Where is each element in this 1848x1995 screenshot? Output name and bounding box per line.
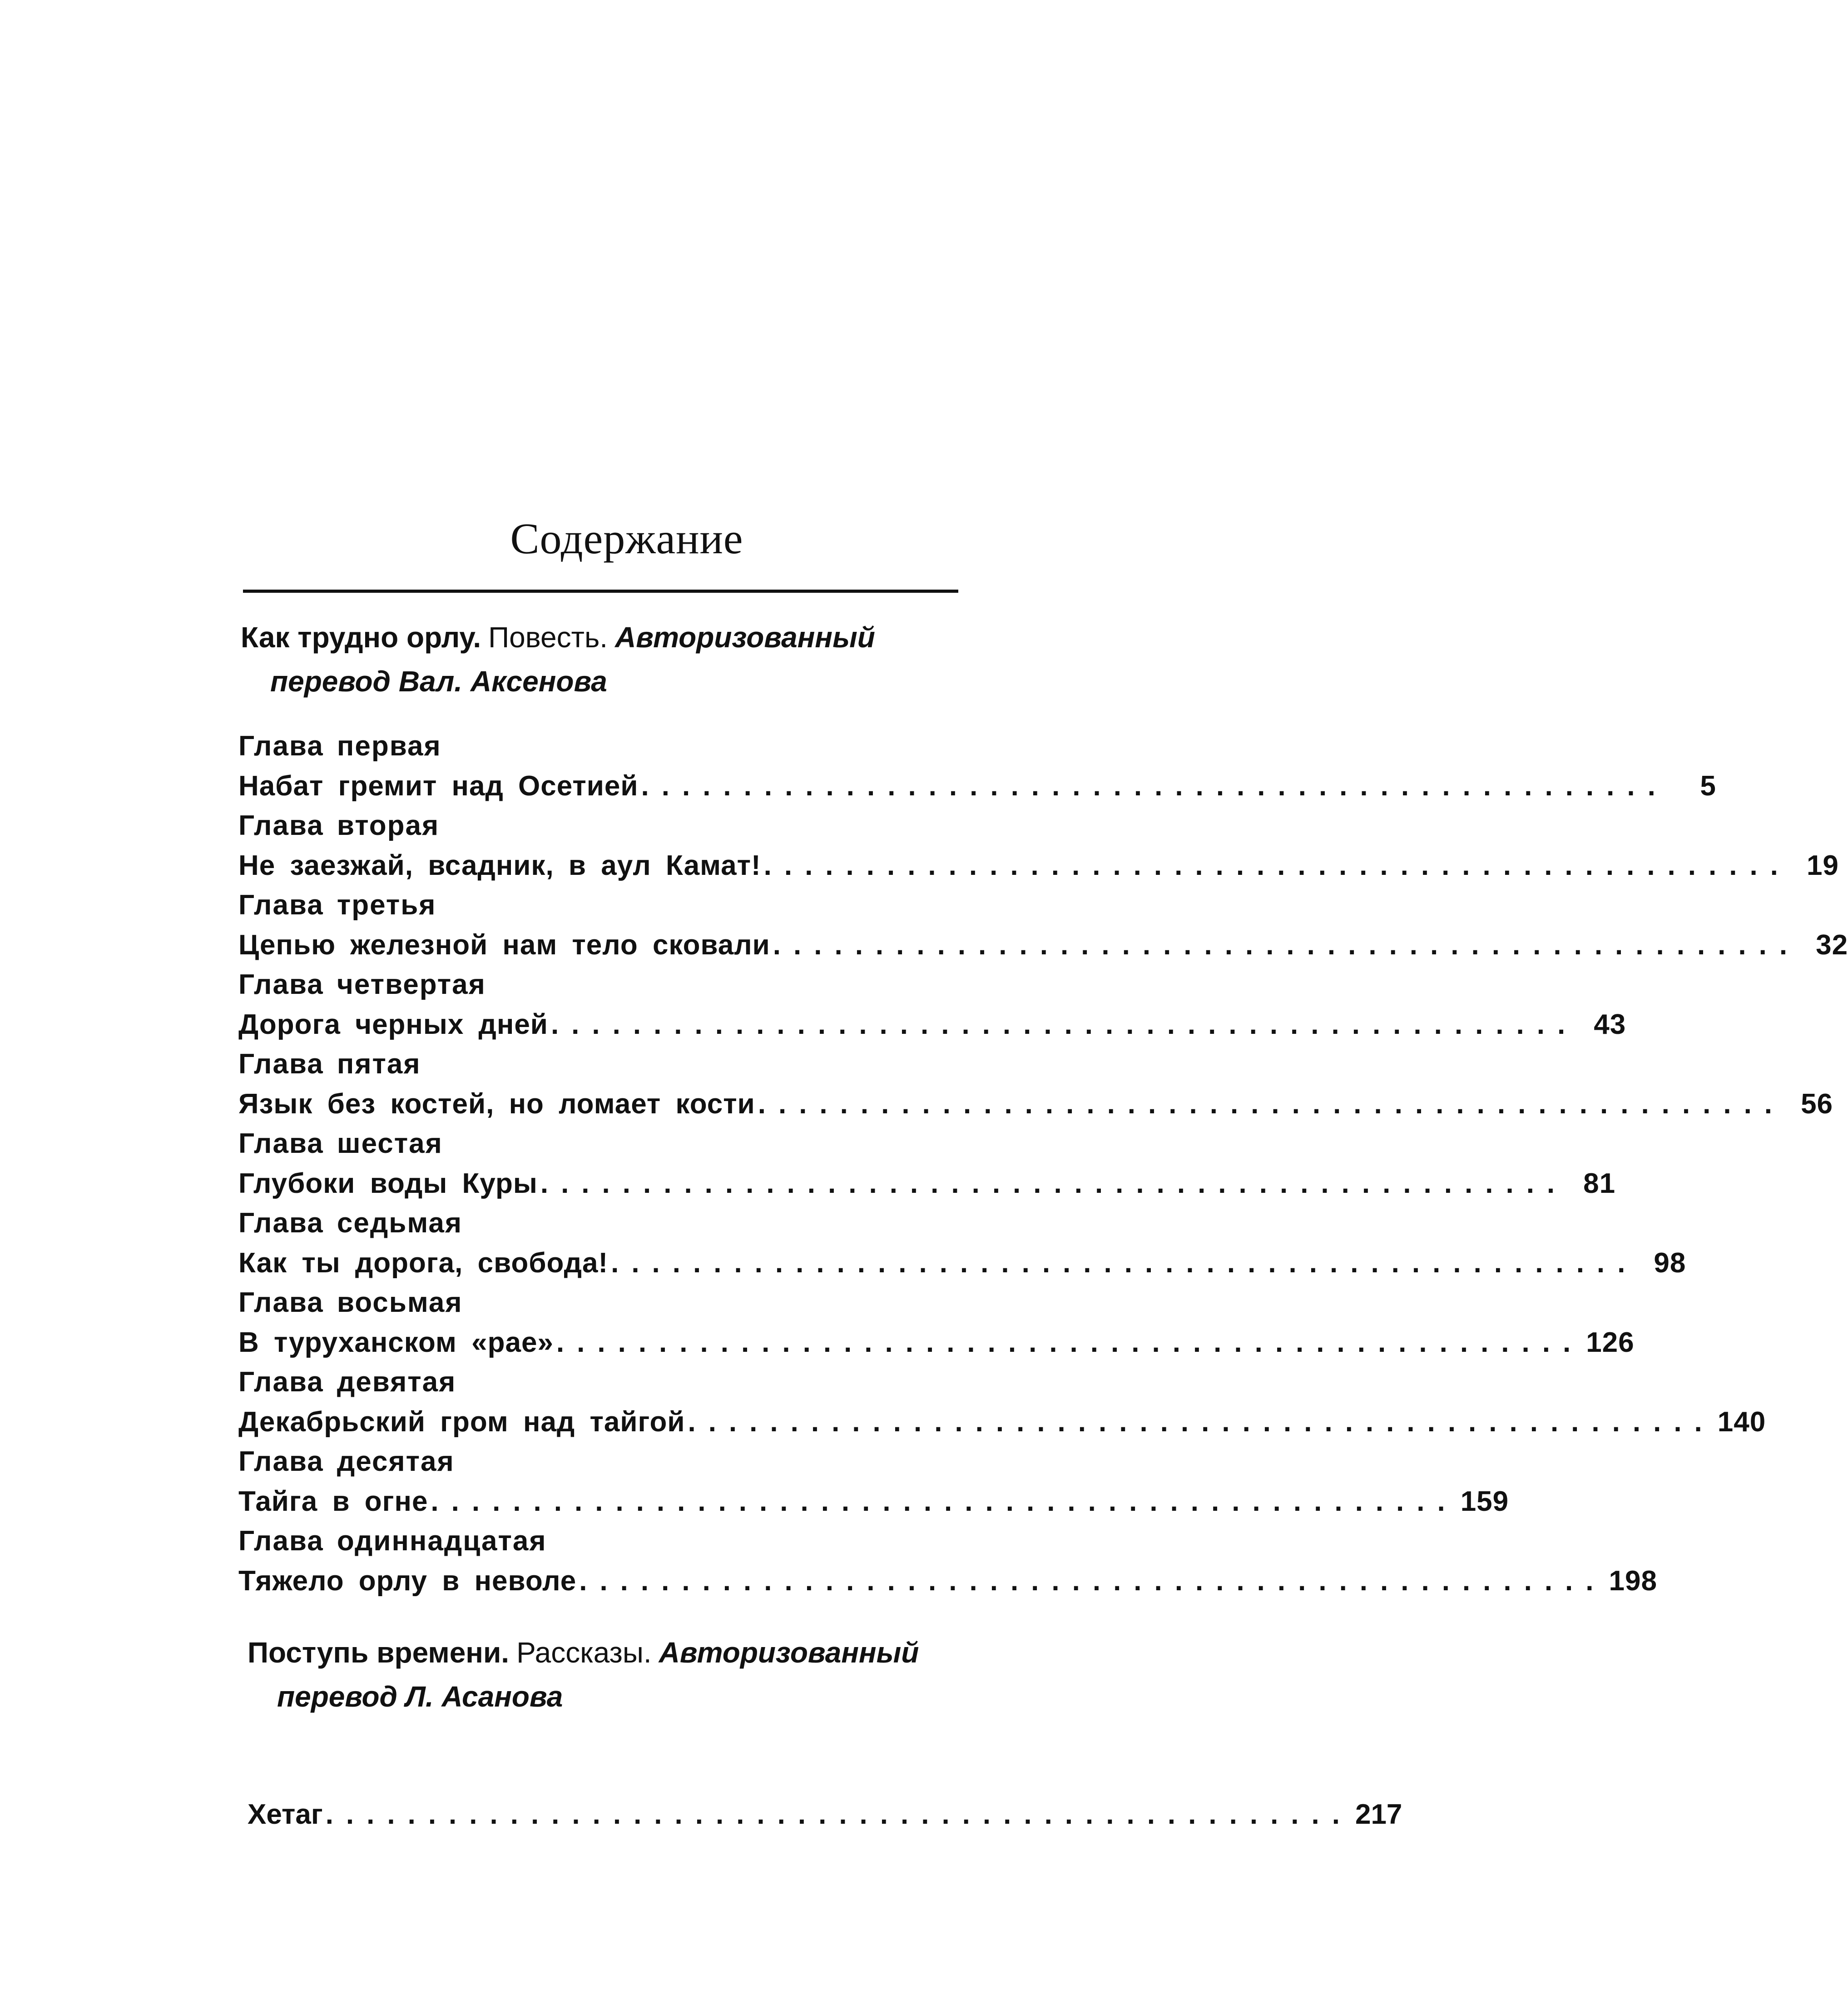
dot-leader: .................................................. [550, 1009, 1578, 1040]
section-genre: Рассказы. [516, 1636, 652, 1669]
dot-leader: .................................................. [688, 1406, 1715, 1438]
chapter-label: Глава первая [238, 730, 441, 762]
section-credit: Авторизованный [659, 1636, 919, 1669]
page-title [0, 513, 1253, 564]
chapter-label: Глава вторая [238, 810, 440, 841]
page-number: 56 [1801, 1088, 1833, 1120]
section-heading-stories [248, 1631, 1020, 1718]
section-credit: Авторизованный [615, 621, 875, 654]
chapter-item [238, 727, 1716, 806]
chapter-title: Не заезжай, всадник, в аул Камат! [238, 850, 761, 881]
chapter-label: Глава третья [238, 889, 436, 921]
toc-entry [238, 1561, 1657, 1601]
dot-leader: .................................................. [431, 1486, 1458, 1517]
chapter-title: Декабрьский гром над тайгой [238, 1406, 685, 1438]
toc-entry [238, 845, 1839, 886]
toc-entry [238, 766, 1716, 806]
chapter-label: Глава одиннадцатая [238, 1525, 547, 1557]
chapter-title: Дорога черных дней [238, 1009, 548, 1040]
page-number: 217 [1355, 1799, 1402, 1830]
section-heading-povest [241, 615, 1013, 703]
page-number: 5 [1700, 770, 1716, 802]
chapter-label: Глава восьмая [238, 1287, 463, 1318]
dot-leader: .................................................. [540, 1168, 1568, 1199]
chapter-label: Глава девятая [238, 1366, 456, 1398]
toc-entry [238, 1322, 1635, 1363]
chapter-title: Глубоки воды Куры [238, 1168, 538, 1199]
chapter-item [238, 806, 1839, 886]
toc-entry [238, 1243, 1686, 1283]
section-genre: Повесть. [488, 621, 608, 654]
dot-leader: .................................................. [579, 1565, 1606, 1597]
page-number: 198 [1609, 1565, 1657, 1597]
chapter-label: Глава четвертая [238, 969, 486, 1000]
chapter-item [238, 1442, 1509, 1522]
section-credit-translator: перевод Вал. Аксенова [270, 665, 607, 698]
dot-leader: .................................................. [556, 1327, 1584, 1358]
dot-leader: .................................................. [611, 1247, 1638, 1279]
chapter-label: Глава пятая [238, 1048, 421, 1080]
chapter-title: Тайга в огне [238, 1486, 428, 1517]
chapter-item [238, 965, 1626, 1045]
dot-leader: .................................................. [758, 1088, 1785, 1120]
page-number: 81 [1583, 1168, 1616, 1199]
chapter-item [238, 1204, 1686, 1283]
page-number: 126 [1586, 1327, 1635, 1358]
page-number: 140 [1717, 1406, 1766, 1438]
page-number: 98 [1654, 1247, 1686, 1279]
chapter-item [238, 1124, 1616, 1204]
chapter-label: Глава седьмая [238, 1207, 463, 1239]
section-title-bold: Как трудно орлу. [241, 621, 481, 654]
chapter-item [238, 1522, 1657, 1601]
story-title: Хетаг [248, 1799, 323, 1830]
toc-entry [238, 1004, 1626, 1045]
page-number: 43 [1594, 1009, 1626, 1040]
chapter-list [238, 727, 1848, 1601]
toc-entry [238, 1402, 1766, 1442]
page-number: 159 [1460, 1486, 1509, 1517]
toc-entry [238, 1084, 1833, 1124]
chapter-title: Как ты дорога, свобода! [238, 1247, 609, 1279]
dot-leader: .................................................. [325, 1799, 1353, 1830]
toc-entry [238, 1481, 1509, 1522]
chapter-title: В туруханском «рае» [238, 1327, 554, 1358]
chapter-label: Глава шестая [238, 1128, 443, 1159]
section-credit-translator: перевод Л. Асанова [277, 1680, 563, 1713]
chapter-item [238, 1045, 1833, 1124]
chapter-item [238, 886, 1848, 965]
toc-entry [238, 1163, 1616, 1204]
dot-leader: .................................................. [641, 770, 1668, 802]
chapter-title: Набат гремит над Осетией [238, 770, 639, 802]
chapter-title: Язык без костей, но ломает кости [238, 1088, 755, 1120]
page-number: 19 [1806, 850, 1839, 881]
toc-entry-story [248, 1794, 1402, 1835]
title-rule [243, 590, 958, 593]
dot-leader: .................................................. [763, 850, 1791, 881]
toc-entry [238, 925, 1848, 965]
dot-leader: .................................................. [773, 929, 1800, 961]
page-number: 32 [1816, 929, 1848, 961]
chapter-title: Тяжело орлу в неволе [238, 1565, 577, 1597]
chapter-item [238, 1283, 1635, 1363]
chapter-title: Цепью железной нам тело сковали [238, 929, 770, 961]
page-title-text: Содержание [510, 514, 743, 563]
section-title-bold: Поступь времени. [248, 1636, 510, 1669]
chapter-label: Глава десятая [238, 1446, 455, 1477]
chapter-item [238, 1363, 1766, 1442]
